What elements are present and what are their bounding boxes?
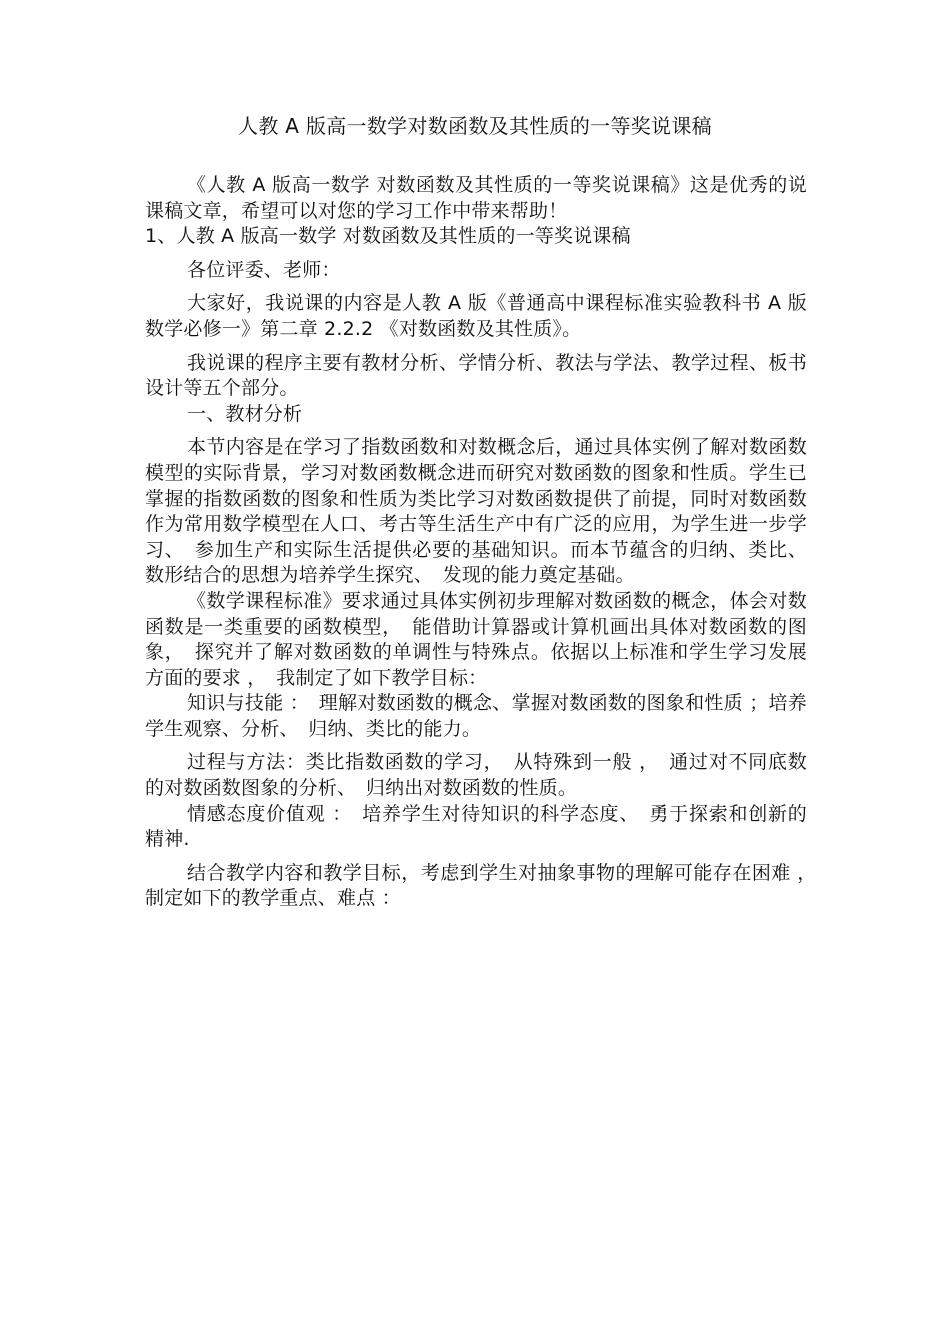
program-paragraph: 我说课的程序主要有教材分析、学情分析、教法与学法、教学过程、板书设计等五个部分。 (145, 351, 807, 400)
content-intro-paragraph: 大家好，我说课的内容是人教 A 版《普通高中课程标准实验教科书 A 版数学必修一》第二章 2.2.2 《对数函数及其性质》。 (145, 292, 807, 340)
document-body (145, 173, 827, 912)
curriculum-standard-paragraph: 《数学课程标准》要求通过具体实例初步理解对数函数的概念，体会对数函数是一类重要的函数模型， 能借助计算器或计算机画出具体对数函数的图象， 探究并了解对数函数的单调性与特殊点。依据以上标准和学生学习发展方面的要求 ， 我制定了如下教学目标： (145, 589, 807, 689)
textbook-analysis-paragraph: 本节内容是在学习了指数函数和对数概念后，通过具体实例了解对数函数模型的实际背景，学习对数函数概念进而研究对数函数的图象和性质。学生已掌握的指数函数的图象和性质为类比学习对数函数提供了前提，同时对数函数作为常用数学模型在人口、考古等生活生产中有广泛的应用，为学生进一步学习、 参加生产和实际生活提供必要的基础知识。而本节蕴含的归纳、类比、数形结合的思想为培养学生探究、 发现的能力奠定基础。 (145, 436, 807, 587)
subsection-heading-textbook-analysis: 一、教材分析 (187, 402, 303, 425)
process-method-paragraph: 过程与方法：类比指数函数的学习， 从特殊到一般 ， 通过对不同底数的对数函数图象的分析、 归纳出对数函数的性质。 (145, 751, 807, 800)
document-title: 人教 A 版高一数学对数函数及其性质的一等奖说课稿 (238, 114, 712, 138)
intro-paragraph: 《人教 A 版高一数学 对数函数及其性质的一等奖说课稿》这是优秀的说课稿文章，希望可以对您的学习工作中带来帮助！ (145, 174, 807, 222)
key-points-paragraph: 结合教学内容和教学目标，考虑到学生对抽象事物的理解可能存在困难 ， 制定如下的教学重点、难点 ： (145, 861, 827, 910)
knowledge-skills-paragraph: 知识与技能 ： 理解对数函数的概念、掌握对数函数的图象和性质 ；培养学生观察、分析、 归纳、类比的能力。 (145, 692, 807, 740)
greeting-paragraph: 各位评委、老师： (187, 258, 341, 281)
section-heading-1: 1、人教 A 版高一数学 对数函数及其性质的一等奖说课稿 (145, 225, 631, 248)
emotion-attitude-paragraph: 情感态度价值观 ： 培养学生对待知识的科学态度、 勇于探索和创新的精神. (145, 802, 807, 851)
